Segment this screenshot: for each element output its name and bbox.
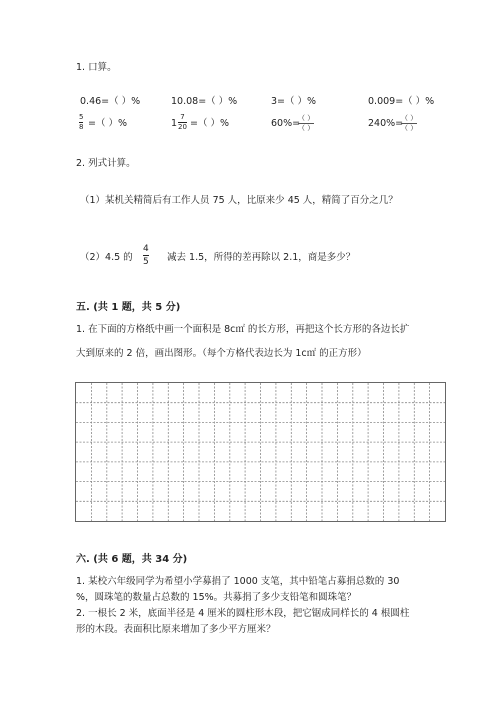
section6-q1-line-1: 1. 某校六年级同学为希望小学募捐了 1000 支笔，其中铅笔占募捐总数的 30 — [76, 576, 400, 587]
section5-heading: 五. (共 1 题，共 5 分) — [76, 302, 181, 313]
oral-calc-4: 0.009=（ ）% — [368, 96, 435, 107]
oral-calc-1: 0.46=（ ）% — [80, 96, 141, 107]
oral-calc-6-rest: =（ ）% — [190, 118, 230, 129]
section1-title: 1. 口算。 — [76, 62, 117, 73]
grid-paper[interactable] — [75, 382, 446, 522]
section2-question-2-post: 减去 1.5，所得的差再除以 2.1，商是多少？ — [167, 252, 356, 263]
section6-q2-line-2: 形的木段。表面积比原来增加了多少平方厘米？ — [76, 624, 276, 635]
blank-fraction-8: （ ） （ ） — [401, 114, 418, 132]
section6-heading: 六. (共 6 题，共 34 分) — [76, 554, 188, 565]
grid-lines — [76, 383, 445, 521]
section2-question-1: （1）某机关精简后有工作人员 75 人，比原来少 45 人，精简了百分之几？ — [80, 195, 398, 206]
section5-line-1: 1. 在下面的方格纸中画一个面积是 8c㎡ 的长方形，再把这个长方形的各边长扩 — [76, 324, 410, 335]
mixed-whole: 1 — [171, 118, 178, 129]
blank-fraction-7: （ ） （ ） — [298, 114, 315, 132]
fraction-4-5: 4 5 — [143, 244, 149, 267]
fraction-7-20: 7 20 — [178, 113, 187, 131]
oral-calc-2: 10.08=（ ）% — [171, 96, 238, 107]
oral-calc-8-left: 240%= — [368, 118, 404, 129]
oral-calc-5-rest: =（ ）% — [88, 118, 128, 129]
fraction-5-8: 5 8 — [79, 113, 84, 131]
oral-calc-7-left: 60%= — [271, 118, 301, 129]
oral-calc-3: 3=（ ）% — [271, 96, 317, 107]
section5-line-2: 大到原来的 2 倍，画出图形。（每个方格代表边长为 1c㎡ 的正方形） — [76, 348, 367, 359]
section6-q1-line-2: %，圆珠笔的数量占总数的 15%。共募捐了多少支铅笔和圆珠笔？ — [76, 592, 357, 603]
section2-question-2-pre: （2）4.5 的 — [80, 252, 133, 263]
section6-q2-line-1: 2. 一根长 2 米，底面半径是 4 厘米的圆柱形木段，把它锯成同样长的 4 根圆柱 — [76, 608, 410, 619]
section2-title: 2. 列式计算。 — [76, 158, 136, 169]
